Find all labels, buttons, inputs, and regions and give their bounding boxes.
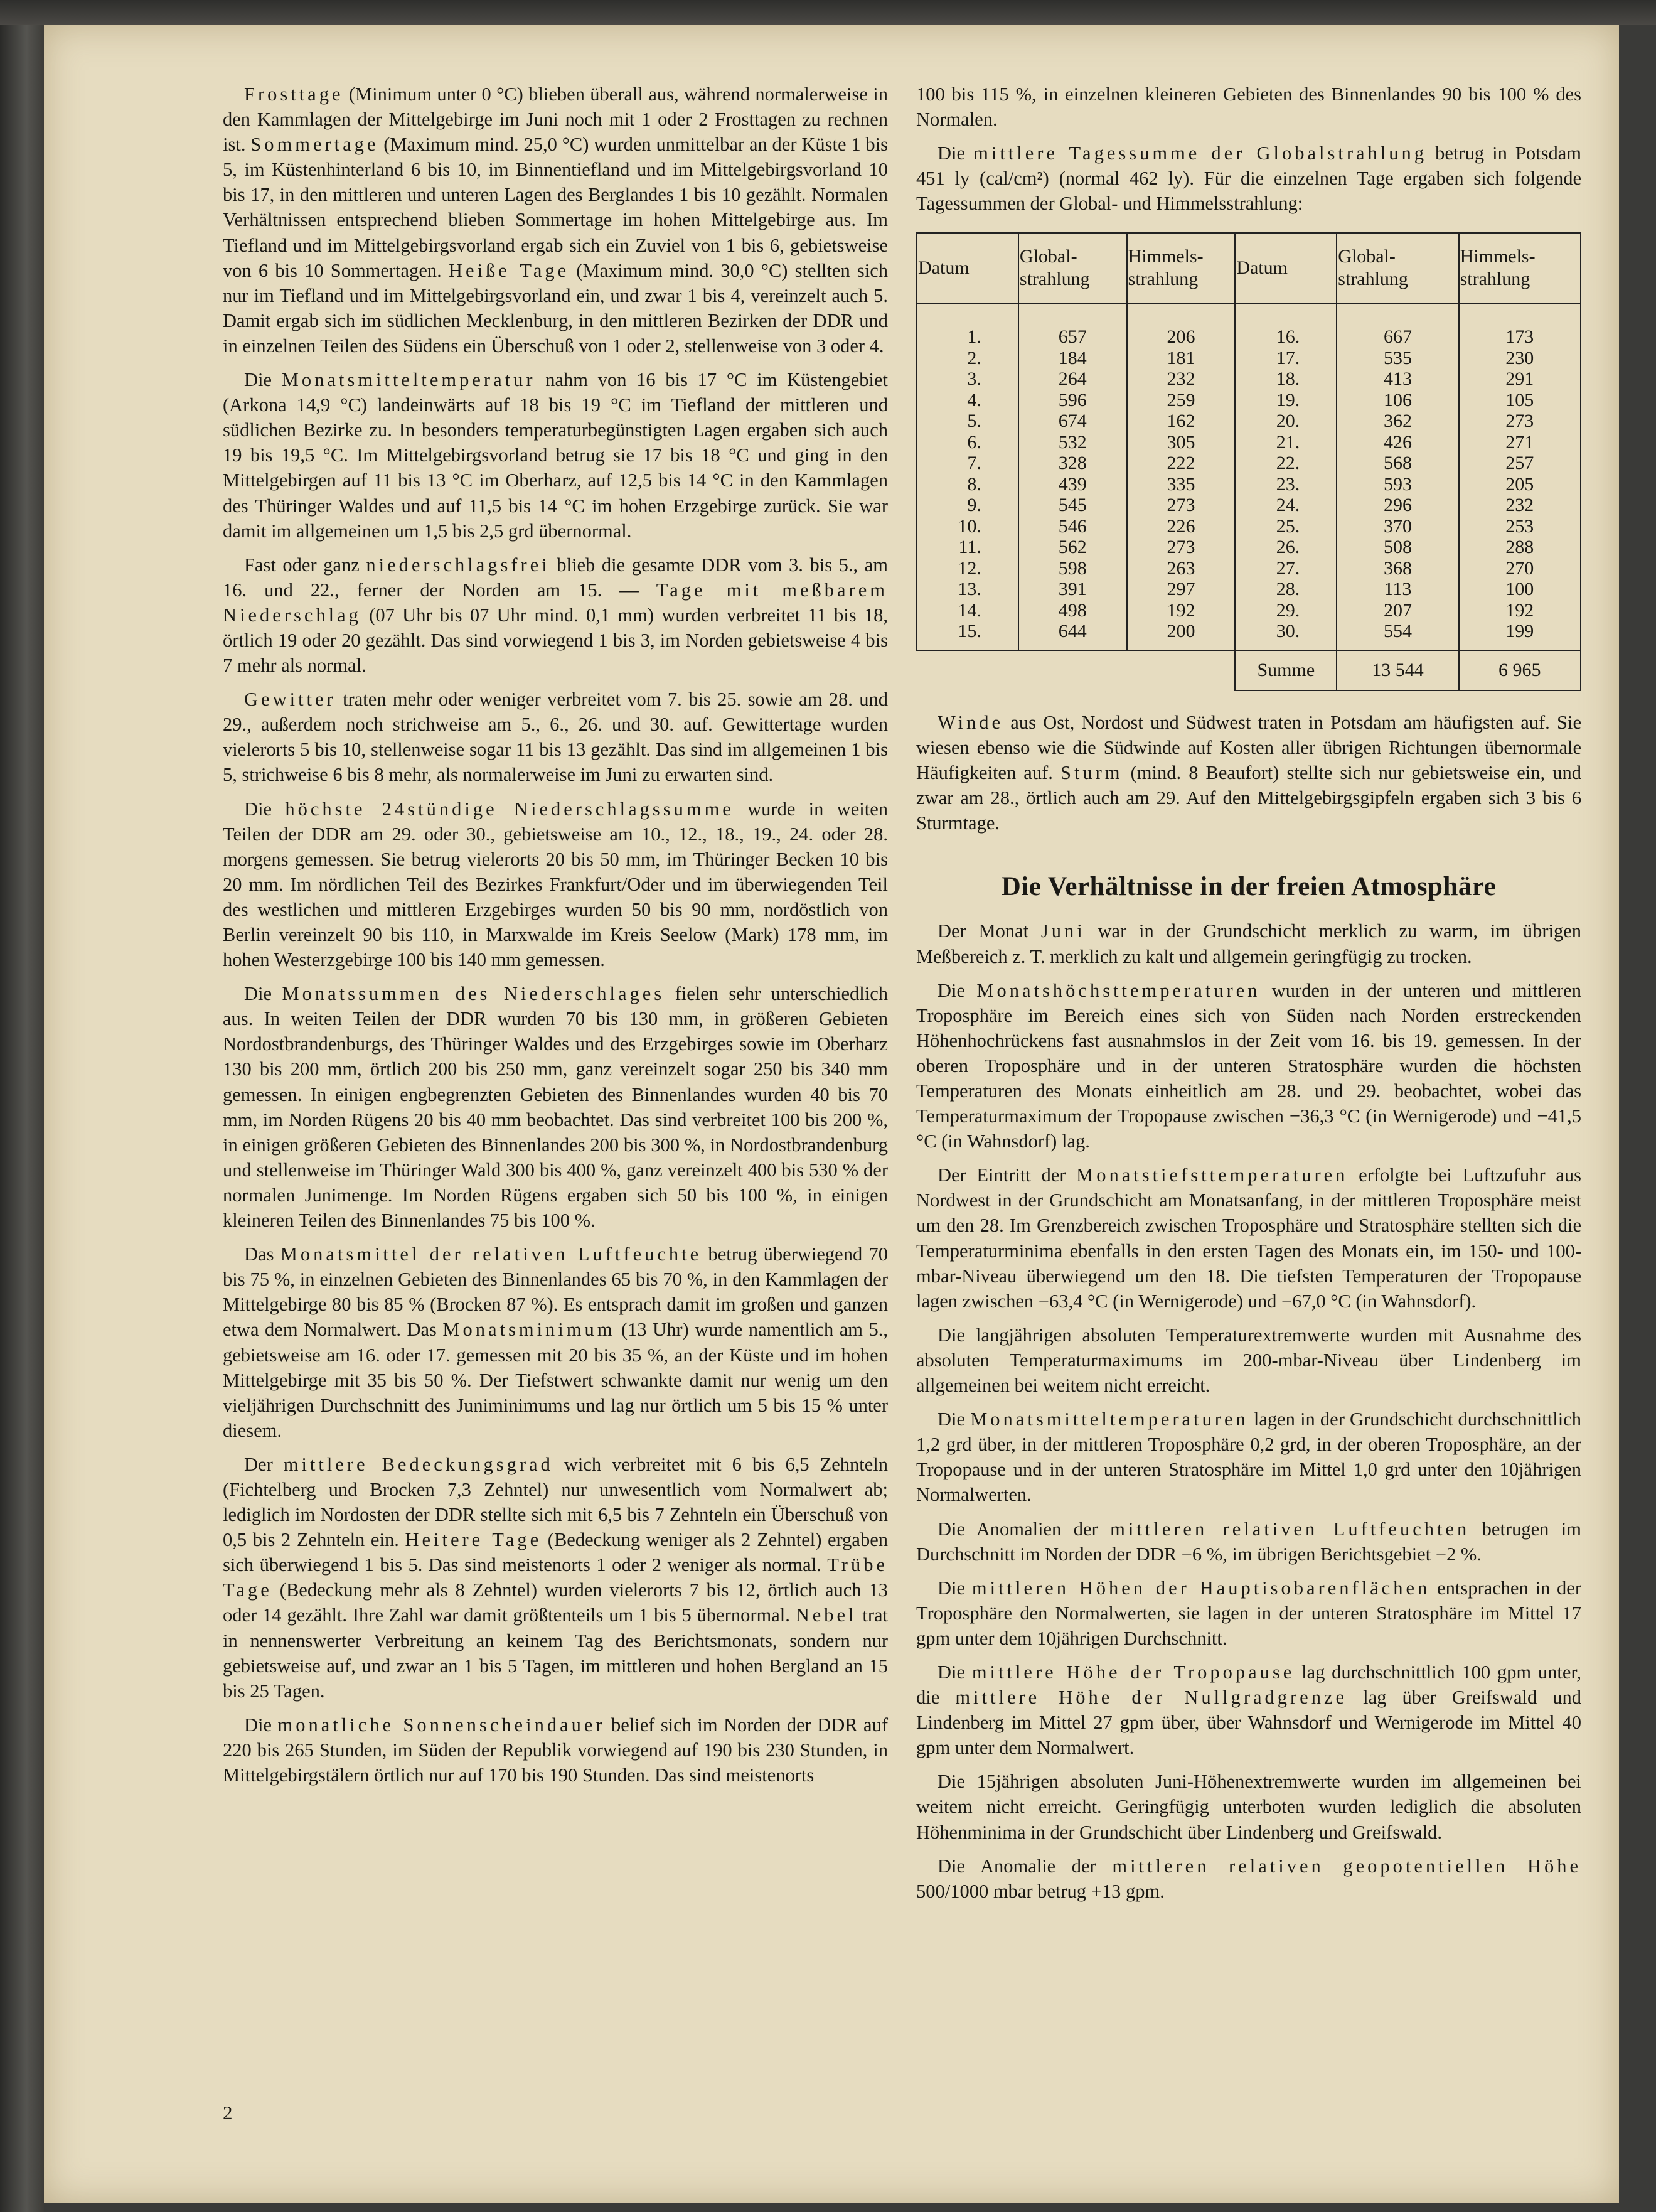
text-run: Die bbox=[938, 1661, 972, 1683]
spaced-term: Nebel bbox=[795, 1604, 857, 1626]
table-cell: 362 bbox=[1337, 411, 1458, 432]
table-sum-row bbox=[917, 650, 1581, 690]
table-cell: 554 bbox=[1337, 621, 1458, 650]
spaced-term: Trübe Tage bbox=[223, 1554, 888, 1601]
table-cell: 7. bbox=[917, 453, 1018, 474]
text-run: Die Anomalien der bbox=[938, 1518, 1111, 1540]
sum-blank bbox=[917, 650, 1235, 690]
text-run: (13 Uhr) wurde namentlich am 5., gebietsweise am 16. oder 17. gemessen mit 20 bis 35 %, an der Küste und im hohen Mittelgebirge mit 35 bis 50 %. Der Tiefstwert schwankte damit nur wenig um den vieljährigen Durchschnitt des Juniminimums und lag nur örtlich um 5 bis 15 % unter diesem. bbox=[223, 1319, 888, 1441]
text-run: Die 15jährigen absoluten Juni-Höhenextremwerte wurden im allgemeinen bei weitem nicht erreicht. Geringfügig unterboten wurden lediglich die absoluten Höhenminima in der Grundschicht über Lindenberg und Greifswald. bbox=[916, 1771, 1581, 1843]
text-run: wich verbreitet mit 6 bis 6,5 Zehnteln (Fichtelberg und Brocken 7,3 Zehntel) nur unwesentlich vom Normalwert ab; lediglich im Nordosten der DDR stellte sich mit 6,5 bis 7 Zehnteln ein Überschuß von 0,5 bis 2 Zehnteln ein. bbox=[223, 1453, 888, 1551]
table-row bbox=[917, 537, 1581, 558]
header-line: strahlung bbox=[1128, 269, 1199, 290]
table-cell: 498 bbox=[1018, 600, 1127, 621]
right-bottom-text bbox=[916, 918, 1581, 1903]
table-cell: 3. bbox=[917, 368, 1018, 390]
table-cell: 106 bbox=[1337, 390, 1458, 411]
spaced-term: höchste 24stündige Niederschlagssumme bbox=[285, 798, 734, 820]
table-cell: 21. bbox=[1235, 432, 1337, 453]
table-cell: 568 bbox=[1337, 453, 1458, 474]
table-cell: 100 bbox=[1459, 579, 1581, 600]
section-heading: Die Verhältnisse in der freien Atmosphäre bbox=[1001, 872, 1497, 902]
header-line: strahlung bbox=[1338, 269, 1408, 290]
table-cell: 273 bbox=[1127, 495, 1236, 516]
paragraph bbox=[223, 1242, 888, 1443]
paragraph bbox=[916, 1769, 1581, 1844]
table-cell: 657 bbox=[1018, 303, 1127, 348]
text-run: blieb die gesamte DDR vom 3. bis 5., am 16. und 22., ferner der Norden am 15. — bbox=[223, 554, 888, 601]
spaced-term: Tage mit meßbarem Niederschlag bbox=[223, 579, 888, 626]
table-cell: 439 bbox=[1018, 474, 1127, 495]
paragraph bbox=[916, 1660, 1581, 1760]
paragraph bbox=[916, 1407, 1581, 1507]
table-cell: 257 bbox=[1459, 453, 1581, 474]
text-run: belief sich im Norden der DDR auf 220 bis 265 Stunden, im Süden der Republik vorwiegend auf 190 bis 230 Stunden, in Mittelgebirgstälern örtlich nur auf 170 bis 190 Stunden. Das sind meistenorts bbox=[223, 1714, 888, 1786]
spaced-term: Monatstiefsttemperaturen bbox=[1076, 1164, 1349, 1186]
table-cell: 273 bbox=[1127, 537, 1236, 558]
table-cell: 173 bbox=[1459, 303, 1581, 348]
table-cell: 26. bbox=[1235, 537, 1337, 558]
header-datum-1: Datum bbox=[917, 233, 1018, 303]
text-run: Die langjährigen absoluten Temperaturextremwerte wurden mit Ausnahme des absoluten Temperaturmaximums im 200-mbar-Niveau über Lindenberg im allgemeinen bei weitem nicht erreicht. bbox=[916, 1324, 1581, 1397]
spaced-term: mittlere Bedeckungsgrad bbox=[283, 1453, 553, 1475]
table-cell: 674 bbox=[1018, 411, 1127, 432]
table-cell: 5. bbox=[917, 411, 1018, 432]
table-row bbox=[917, 303, 1581, 348]
text-run: Fast oder ganz bbox=[244, 554, 366, 576]
text-run: war in der Grundschicht merklich zu warm, im übrigen Meßbereich z. T. merklich zu kalt und allgemein geringfügig zu trocken. bbox=[916, 920, 1581, 967]
table-cell: 535 bbox=[1337, 348, 1458, 369]
table-cell: 12. bbox=[917, 558, 1018, 579]
paragraph bbox=[916, 1323, 1581, 1398]
table-body bbox=[917, 303, 1581, 650]
table-cell: 29. bbox=[1235, 600, 1337, 621]
spaced-term: monatliche Sonnenscheindauer bbox=[277, 1714, 606, 1736]
spaced-term: mittleren relativen geopotentiellen Höhe bbox=[1112, 1855, 1582, 1877]
table-cell: 22. bbox=[1235, 453, 1337, 474]
text-run: lag über Greifswald und Lindenberg im Mittel 27 gpm über, über Wahnsdorf und Wernigerode im Mittel 40 gpm unter dem Normalwert. bbox=[916, 1687, 1582, 1759]
table-cell: 273 bbox=[1459, 411, 1581, 432]
table-row bbox=[917, 432, 1581, 453]
header-datum-2: Datum bbox=[1235, 233, 1337, 303]
text-run: Die Anomalie der bbox=[938, 1855, 1113, 1877]
text-run: Der Monat bbox=[938, 920, 1041, 942]
paragraph bbox=[916, 1517, 1581, 1567]
paragraph bbox=[916, 918, 1581, 969]
paragraph bbox=[223, 687, 888, 787]
radiation-table bbox=[916, 232, 1581, 691]
header-line: Global- bbox=[1338, 246, 1396, 267]
header-line: strahlung bbox=[1019, 269, 1090, 290]
paragraph bbox=[916, 1854, 1581, 1904]
table-cell: 16. bbox=[1235, 303, 1337, 348]
spaced-term: Frosttage bbox=[244, 83, 344, 105]
spaced-term: mittlere Tagessumme der Globalstrahlung bbox=[973, 142, 1427, 164]
paragraph bbox=[223, 82, 888, 358]
text-run: aus Ost, Nordost und Südwest traten in Potsdam am häufigsten auf. Sie wiesen ebenso wie die Südwinde auf Kosten aller übrigen Richtungen übernormale Häufigkeiten auf. bbox=[916, 711, 1581, 784]
table-cell: 9. bbox=[917, 495, 1018, 516]
text-run: (Minimum unter 0 °C) blieben überall aus, während normalerweise in den Kammlagen der Mittelgebirge im Juni noch mit 1 oder 2 Frosttagen zu rechnen ist. bbox=[223, 83, 888, 156]
page-number: 2 bbox=[223, 2102, 233, 2123]
table-cell: 562 bbox=[1018, 537, 1127, 558]
table-cell: 598 bbox=[1018, 558, 1127, 579]
text-run: (07 Uhr bis 07 Uhr mind. 0,1 mm) wurden verbreitet 11 bis 18, örtlich 19 oder 20 gezählt. Das sind vorwiegend 1 bis 3, im Norden gebietsweise 4 bis 7 mehr als normal. bbox=[223, 604, 888, 677]
spaced-term: Monatsmittel der relativen Luftfeuchte bbox=[280, 1243, 702, 1265]
table-cell: 596 bbox=[1018, 390, 1127, 411]
spaced-term: Monatshöchsttemperaturen bbox=[976, 979, 1261, 1001]
spaced-term: Winde bbox=[938, 711, 1004, 733]
table-cell: 184 bbox=[1018, 348, 1127, 369]
text-run: betrugen im Durchschnitt im Norden der DDR −6 %, im übrigen Berichtsgebiet −2 %. bbox=[916, 1518, 1582, 1565]
table-row bbox=[917, 600, 1581, 621]
spaced-term: Heitere Tage bbox=[405, 1529, 542, 1551]
text-run: nahm von 16 bis 17 °C im Küstengebiet (Arkona 14,9 °C) landeinwärts auf 18 bis 19 °C im Tiefland der mittleren und südlichen Bezirke zu. In besonders temperaturbegünstigten Lagen ergaben sich auch 19 bis 19,5 °C. Im Mittelgebirgsvorland betrug sie 17 bis 18 °C und ging in den Mittelgebirgen auf 11 bis 13 °C im Oberharz, auf 12,5 bis 14 °C in den Kammlagen des Thüringer Waldes und auf 11,5 bis 14 °C im hohen Erzgebirge zurück. Sie war damit im allgemeinen um 1,5 bis 2,5 grd übernormal. bbox=[223, 369, 888, 542]
paragraph bbox=[916, 1576, 1581, 1651]
text-run: wurden in der unteren und mittleren Troposphäre im Bereich eines sich von Süden nach Norden erstreckenden Höhenhochrückens fast ausnahmslos in der Zeit vom 16. bis 19. gemessen. In der oberen Troposphäre und in der unteren Stratosphäre wurden die höchsten Temperaturen des Monats einheitlich am 28. und 29. beobachtet, wobei das Temperaturmaximum der Tropopause zwischen −36,3 °C (in Wernigerode) und −41,5 °C (in Wahnsdorf) lag. bbox=[916, 979, 1581, 1152]
paragraph bbox=[223, 1712, 888, 1788]
top-edge bbox=[0, 0, 1656, 25]
header-line: Global- bbox=[1019, 246, 1077, 267]
text-run: Die bbox=[938, 1577, 972, 1599]
table-cell: 15. bbox=[917, 621, 1018, 650]
left-column bbox=[223, 82, 888, 1788]
text-run: betrug überwiegend 70 bis 75 %, in einzelnen Gebieten des Binnenlandes 65 bis 70 %, in den Kammlagen der Mittelgebirge 80 bis 85 % (Brocken 87 %). Es entsprach damit im großen und ganzen etwa dem Normalwert. Das bbox=[223, 1243, 888, 1341]
text-run: Die bbox=[244, 369, 282, 391]
spaced-term: mittlere Höhe der Tropopause bbox=[971, 1661, 1295, 1683]
paragraph bbox=[916, 710, 1581, 835]
table-cell: 413 bbox=[1337, 368, 1458, 390]
table-row bbox=[917, 368, 1581, 390]
table-cell: 8. bbox=[917, 474, 1018, 495]
table-cell: 297 bbox=[1127, 579, 1236, 600]
table-cell: 2. bbox=[917, 348, 1018, 369]
table-cell: 370 bbox=[1337, 516, 1458, 537]
table-row bbox=[917, 411, 1581, 432]
table-cell: 305 bbox=[1127, 432, 1236, 453]
table-row bbox=[917, 390, 1581, 411]
table-cell: 1. bbox=[917, 303, 1018, 348]
spaced-term: Monatsminimum bbox=[442, 1319, 616, 1341]
table-cell: 17. bbox=[1235, 348, 1337, 369]
paragraph bbox=[916, 1162, 1581, 1314]
text-run: Die bbox=[244, 1714, 278, 1736]
text-run: trat in nennenswerter Verbreitung an keinem Tag des Berichtsmonats, sondern nur gebietsweise auf, und zwar an 1 bis 5 Tagen, im mittleren und hohen Bergland an 15 bis 25 Tagen. bbox=[223, 1604, 888, 1702]
spaced-term: Gewitter bbox=[244, 689, 336, 711]
header-line: Himmels- bbox=[1128, 246, 1204, 267]
spaced-term: Sturm bbox=[1060, 762, 1123, 784]
table-cell: 25. bbox=[1235, 516, 1337, 537]
table-cell: 232 bbox=[1127, 368, 1236, 390]
text-run: erfolgte bei Luftzufuhr aus Nordwest in der Grundschicht am Monatsanfang, in der mittleren Troposphäre meist um den 28. Im Grenzbereich zwischen Troposphäre und Stratosphäre stellten sich die Temperaturminima ebenfalls in den ersten Tagen des Monats ein, im 150- und 100-mbar-Niveau überwiegend um den 18. Die tiefsten Temperaturen der Tropopause lagen zwischen −63,4 °C (in Wernigerode) und −67,0 °C (in Wahnsdorf). bbox=[916, 1164, 1581, 1312]
text-run: 100 bis 115 %, in einzelnen kleineren Gebieten des Binnenlandes 90 bis 100 % des Normalen. bbox=[916, 83, 1581, 131]
table-cell: 328 bbox=[1018, 453, 1127, 474]
text-run: Die bbox=[938, 979, 977, 1001]
text-run: 500/1000 mbar betrug +13 gpm. bbox=[916, 1880, 1165, 1902]
paragraph bbox=[223, 797, 888, 973]
text-run: traten mehr oder weniger verbreitet vom 7. bis 25. sowie am 28. und 29., außerdem noch strichweise am 5., 6., 26. und 30. auf. Gewittertage wurden vielerorts 5 bis 10, stellenweise sogar 11 bis 13 gezählt. Das sind im allgemeinen 1 bis 5, strichweise 6 bis 8 mehr, als normalerweise im Juni zu erwarten sind. bbox=[223, 689, 888, 786]
table-cell: 667 bbox=[1337, 303, 1458, 348]
table-cell: 291 bbox=[1459, 368, 1581, 390]
table-cell: 296 bbox=[1337, 495, 1458, 516]
text-run: Die bbox=[244, 983, 282, 1005]
table-row bbox=[917, 621, 1581, 650]
table-cell: 205 bbox=[1459, 474, 1581, 495]
table-cell: 335 bbox=[1127, 474, 1236, 495]
table-cell: 192 bbox=[1127, 600, 1236, 621]
table-cell: 13. bbox=[917, 579, 1018, 600]
table-cell: 162 bbox=[1127, 411, 1236, 432]
table-row bbox=[917, 579, 1581, 600]
table-cell: 230 bbox=[1459, 348, 1581, 369]
table-cell: 644 bbox=[1018, 621, 1127, 650]
text-run: (Maximum mind. 25,0 °C) wurden unmittelbar an der Küste 1 bis 5, im Küstenhinterland 6 bis 10, im Binnentiefland und im Mittelgebirgsvorland 10 bis 17, in den mittleren und unteren Lagen des Berglandes 1 bis 10 gezählt. Normalen Verhältnissen entsprechend blieben Sommertage im hohen Mittelgebirge aus. Im Tiefland und im Mittelgebirgsvorland ergab sich ein Zuviel von 1 bis 6, gebietsweise von 6 bis 10 Sommertagen. bbox=[223, 134, 888, 281]
header-line: strahlung bbox=[1460, 269, 1530, 290]
table-cell: 270 bbox=[1459, 558, 1581, 579]
table-row bbox=[917, 516, 1581, 537]
table-cell: 288 bbox=[1459, 537, 1581, 558]
table-cell: 10. bbox=[917, 516, 1018, 537]
right-column bbox=[916, 82, 1581, 1904]
text-run: Der bbox=[244, 1453, 284, 1475]
text-run: betrug in Potsdam 451 ly (cal/cm²) (normal 462 ly). Für die einzelnen Tage ergaben sich folgende Tagessummen der Global- und Himmelsstrahlung: bbox=[916, 142, 1581, 215]
table-cell: 593 bbox=[1337, 474, 1458, 495]
table-cell: 232 bbox=[1459, 495, 1581, 516]
text-run: (Maximum mind. 30,0 °C) stellten sich nur im Tiefland und im Mittelgebirgsvorland ein, und zwar 1 bis 4, vereinzelt auch 5. Damit ergab sich im südlichen Mecklenburg, in den mittleren Bezirken der DDR und in einzelnen Teilen des Südens ein Überschuß von 1 oder 2, stellenweise von 3 oder 4. bbox=[223, 259, 888, 357]
table-cell: 11. bbox=[917, 537, 1018, 558]
table-row bbox=[917, 558, 1581, 579]
table-cell: 263 bbox=[1127, 558, 1236, 579]
table-cell: 206 bbox=[1127, 303, 1236, 348]
text-run: (mind. 8 Beaufort) stellte sich nur gebietsweise ein, und zwar am 28., örtlich auch am 29. Auf den Mittelgebirgsgipfeln ergaben sich 3 bis 6 Sturmtage. bbox=[916, 762, 1581, 834]
table-cell: 23. bbox=[1235, 474, 1337, 495]
text-run: lagen in der Grundschicht durchschnittlich 1,2 grd über, in der mittleren Troposphäre 0,2 grd, in der oberen Troposphäre, an der Tropopause und in der unteren Stratosphäre im Mittel 1,0 grd unter den 10jährigen Normalwerten. bbox=[916, 1409, 1581, 1506]
table-header-row bbox=[917, 233, 1581, 303]
text-run: fielen sehr unterschiedlich aus. In weiten Teilen der DDR wurden 70 bis 130 mm, in größeren Gebieten Nordostbrandenburgs, des Thüringer Waldes und des Erzgebirges sowie im Oberharz 130 bis 200 mm, örtlich 200 bis 250 mm, ganz vereinzelt sogar 250 bis 340 mm gemessen. In einigen engbegrenzten Gebieten des Binnenlandes wurden 40 bis 70 mm, im Norden Rügens 20 bis 40 mm beobachtet. Das sind verbreitet 100 bis 200 %, in einigen größeren Gebieten des Binnenlandes 200 bis 300 %, in Nordostbrandenburg und stellenweise im Thüringer Wald 300 bis 400 %, ganz vereinzelt 400 bis 530 % der normalen Junimenge. Im Norden Rügens ergaben sich 50 bis 100 %, in einigen kleineren Teilen des Binnenlandes 75 bis 100 %. bbox=[223, 983, 888, 1232]
table-cell: 253 bbox=[1459, 516, 1581, 537]
table-cell: 391 bbox=[1018, 579, 1127, 600]
text-run: Der Eintritt der bbox=[938, 1164, 1077, 1186]
paragraph bbox=[916, 141, 1581, 216]
table-cell: 192 bbox=[1459, 600, 1581, 621]
table-cell: 6. bbox=[917, 432, 1018, 453]
paragraph bbox=[223, 552, 888, 678]
paragraph bbox=[223, 1452, 888, 1704]
text-run: Die bbox=[938, 1409, 971, 1431]
spaced-term: niederschlagsfrei bbox=[366, 554, 550, 576]
table-cell: 207 bbox=[1337, 600, 1458, 621]
spaced-term: Monatsmitteltemperaturen bbox=[970, 1409, 1249, 1431]
text-run: lag durchschnittlich 100 gpm unter, die bbox=[916, 1661, 1581, 1709]
table-row bbox=[917, 453, 1581, 474]
spaced-term: mittlere Höhe der Nullgradgrenze bbox=[955, 1687, 1348, 1709]
spaced-term: Monatssummen des Niederschlages bbox=[282, 983, 665, 1005]
spaced-term: Heiße Tage bbox=[448, 259, 570, 281]
table-cell: 199 bbox=[1459, 621, 1581, 650]
table-cell: 27. bbox=[1235, 558, 1337, 579]
table-cell: 264 bbox=[1018, 368, 1127, 390]
right-mid-text bbox=[916, 710, 1581, 835]
header-line: Himmels- bbox=[1460, 246, 1536, 267]
paragraph bbox=[223, 367, 888, 544]
table-cell: 532 bbox=[1018, 432, 1127, 453]
table-cell: 271 bbox=[1459, 432, 1581, 453]
sum-global: 13 544 bbox=[1337, 650, 1458, 690]
table-cell: 259 bbox=[1127, 390, 1236, 411]
header-global-2 bbox=[1337, 233, 1458, 303]
table-cell: 19. bbox=[1235, 390, 1337, 411]
spaced-term: mittleren Höhen der Hauptisobarenflächen bbox=[971, 1577, 1431, 1599]
table-cell: 200 bbox=[1127, 621, 1236, 650]
spaced-term: Juni bbox=[1040, 920, 1086, 942]
paragraph bbox=[223, 981, 888, 1233]
table-cell: 4. bbox=[917, 390, 1018, 411]
text-run: wurde in weiten Teilen der DDR am 29. oder 30., gebietsweise am 10., 12., 18., 19., 24. oder 28. morgens gemessen. Sie betrug vielerorts 20 bis 50 mm, im Thüringer Becken 10 bis 20 mm. Im nördlichen Teil des Bezirkes Frankfurt/Oder und im überwiegenden Teil des westlichen und mittleren Erzgebirges wurden 50 bis 90 mm, nordöstlich von Berlin vereinzelt 90 bis 110, in Marxwalde im Kreis Seelow (Mark) 178 mm, im hohen Westerzgebirge 100 bis 140 mm gemessen. bbox=[223, 798, 888, 971]
header-global-1 bbox=[1018, 233, 1127, 303]
header-himmel-2 bbox=[1459, 233, 1581, 303]
text-run: entsprachen in der Troposphäre den Normalwerten, sie lagen in der unteren Stratosphäre im Mittel 17 gpm unter dem 10jährigen Durchschnitt. bbox=[916, 1577, 1581, 1649]
text-run: Das bbox=[244, 1243, 280, 1265]
table-cell: 368 bbox=[1337, 558, 1458, 579]
text-run: Die bbox=[244, 798, 286, 820]
sum-label: Summe bbox=[1235, 650, 1337, 690]
table-cell: 113 bbox=[1337, 579, 1458, 600]
text-run: Die bbox=[938, 142, 974, 164]
spaced-term: Sommertage bbox=[250, 134, 379, 156]
table-row bbox=[917, 495, 1581, 516]
table-cell: 222 bbox=[1127, 453, 1236, 474]
paragraph bbox=[916, 978, 1581, 1154]
table-cell: 30. bbox=[1235, 621, 1337, 650]
table-cell: 181 bbox=[1127, 348, 1236, 369]
right-top-text bbox=[916, 82, 1581, 216]
table-cell: 20. bbox=[1235, 411, 1337, 432]
table-cell: 545 bbox=[1018, 495, 1127, 516]
book-binding bbox=[0, 0, 44, 2212]
table-row bbox=[917, 474, 1581, 495]
table-cell: 508 bbox=[1337, 537, 1458, 558]
spaced-term: Monatsmitteltemperatur bbox=[281, 369, 536, 391]
paragraph bbox=[916, 82, 1581, 132]
table-cell: 226 bbox=[1127, 516, 1236, 537]
sum-himmel: 6 965 bbox=[1459, 650, 1581, 690]
header-himmel-1 bbox=[1127, 233, 1236, 303]
table-cell: 426 bbox=[1337, 432, 1458, 453]
spaced-term: mittleren relativen Luftfeuchten bbox=[1110, 1518, 1470, 1540]
table-cell: 24. bbox=[1235, 495, 1337, 516]
table-row bbox=[917, 348, 1581, 369]
table-cell: 546 bbox=[1018, 516, 1127, 537]
table-cell: 14. bbox=[917, 600, 1018, 621]
text-run: (Bedeckung mehr als 8 Zehntel) wurden vielerorts 7 bis 12, örtlich auch 13 oder 14 gezählt. Ihre Zahl war damit größtenteils um 1 bis 5 übernormal. bbox=[223, 1579, 888, 1626]
text-run: (Bedeckung weniger als 2 Zehntel) ergaben sich überwiegend 1 bis 5. Das sind meistenorts 1 oder 2 weniger als normal. bbox=[223, 1529, 888, 1576]
table-cell: 28. bbox=[1235, 579, 1337, 600]
table-cell: 105 bbox=[1459, 390, 1581, 411]
table-cell: 18. bbox=[1235, 368, 1337, 390]
